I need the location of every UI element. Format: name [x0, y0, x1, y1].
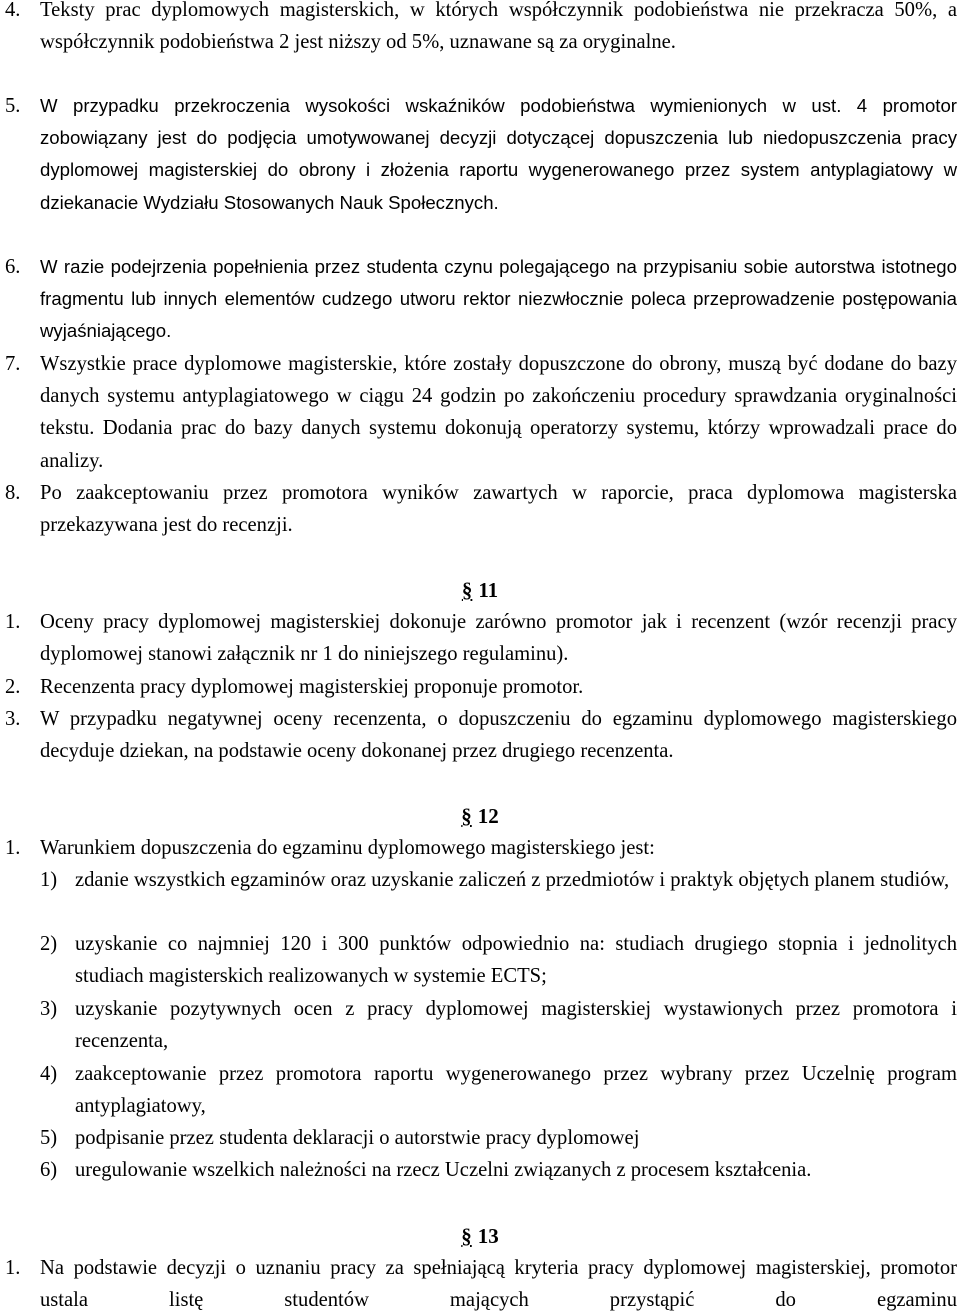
section-heading-12 [0, 800, 960, 832]
sub-item-number: 2) [40, 933, 58, 955]
item-number: 4. [5, 0, 21, 21]
list-item [5, 832, 957, 864]
sub-item-text: uregulowanie wszelkich należności na rzecz Uczelni związanych z procesem kształcenia. [75, 1159, 812, 1181]
item-number: 7. [5, 353, 21, 375]
section-sign: § [461, 1224, 472, 1248]
item-number: 2. [5, 676, 21, 698]
item-text: W przypadku negatywnej oceny recenzenta, o dopuszczeniu do egzaminu dyplomowego magisterskiego decyduje dziekan, na podstawie oceny dokonanej przez drugiego recenzenta. [40, 708, 957, 763]
item-text: Recenzenta pracy dyplomowej magisterskiej proponuje promotor. [40, 676, 584, 698]
list-item [5, 0, 957, 58]
sub-item-text: zaakceptowanie przez promotora raportu wygenerowanego przez wybrany przez Uczelnię program antyplagiatowy, [75, 1063, 957, 1118]
sub-item-text: uzyskanie pozytywnych ocen z pracy dyplomowej magisterskiej wystawionych przez promotora i recenzenta, [75, 998, 957, 1053]
item-number: 3. [5, 708, 21, 730]
sub-list-item [40, 864, 957, 896]
item-text: Teksty prac dyplomowych magisterskich, w których współczynnik podobieństwa nie przekracza 50%, a współczynnik podobieństwa 2 jest niższy od 5%, uznawane są za oryginalne. [40, 0, 957, 54]
item-text: Oceny pracy dyplomowej magisterskiej dokonuje zarówno promotor jak i recenzent (wzór recenzji pracy dyplomowej stanowi załącznik nr 1 do niniejszego regulaminu). [40, 611, 957, 666]
list-item [5, 90, 957, 219]
sub-item-number: 6) [40, 1159, 58, 1181]
section-sign: § [461, 578, 473, 602]
sub-list-item [40, 993, 957, 1057]
sub-item-number: 3) [40, 998, 58, 1020]
item-number: 6. [5, 256, 21, 278]
item-number: 1. [5, 1257, 21, 1279]
item-text: Po zaakceptowaniu przez promotora wyników zawartych w raporcie, praca dyplomowa magisterska przekazywana jest do recenzji. [40, 482, 957, 537]
section-heading-13 [0, 1220, 960, 1252]
sub-list-item [40, 1154, 957, 1186]
section-heading-11 [0, 574, 960, 606]
list-item [5, 251, 957, 348]
list-item [5, 348, 957, 477]
item-number: 5. [5, 95, 21, 117]
item-number: 1. [5, 611, 21, 633]
section-number: 13 [477, 1224, 499, 1248]
item-text: W przypadku przekroczenia wysokości wskaźników podobieństwa wymienionych w ust. 4 promotor zobowiązany jest do podjęcia umotywowanej decyzji dotyczącej dopuszczenia lub niedopuszczenia pracy dyplomowej magisterskiej do obrony i złożenia raportu wygenerowanego przez system antyplagiatowy w dziekanacie Wydziału Stosowanych Nauk Społecznych. [40, 95, 957, 213]
sub-item-number: 1) [40, 869, 58, 891]
sub-item-text: uzyskanie co najmniej 120 i 300 punktów odpowiednio na: studiach drugiego stopnia i jednolitych studiach magisterskich realizowanych w systemie ECTS; [75, 933, 957, 988]
item-text: W razie podejrzenia popełnienia przez studenta czynu polegającego na przypisaniu sobie autorstwa istotnego fragmentu lub innych elementów cudzego utworu rektor niezwłocznie poleca przeprowadzenie postępowania wyjaśniającego. [40, 256, 957, 342]
list-item [5, 671, 957, 703]
sub-list-item [40, 928, 957, 992]
item-text: Na podstawie decyzji o uznaniu pracy za spełniającą kryteria pracy dyplomowej magisterskiej, promotor ustala listę studentów mających przystąpić do egzaminu [40, 1257, 957, 1312]
item-number: 1. [5, 837, 21, 859]
sub-item-number: 5) [40, 1127, 58, 1149]
list-item [5, 703, 957, 767]
item-text: Wszystkie prace dyplomowe magisterskie, które zostały dopuszczone do obrony, muszą być dodane do bazy danych systemu antyplagiatowego w ciągu 24 godzin po zakończeniu procedury sprawdzania oryginalności tekstu. Dodania prac do bazy danych systemu dokonują operatorzy systemu, którzy wprowadzali prace do analizy. [40, 353, 957, 472]
item-text: Warunkiem dopuszczenia do egzaminu dyplomowego magisterskiego jest: [40, 837, 655, 859]
sub-list-item [40, 1122, 957, 1154]
sub-item-number: 4) [40, 1063, 58, 1085]
list-item [5, 477, 957, 541]
sub-item-text: podpisanie przez studenta deklaracji o autorstwie pracy dyplomowej [75, 1127, 640, 1149]
sub-list-item [40, 1058, 957, 1122]
list-item [5, 606, 957, 670]
section-sign: § [461, 804, 472, 828]
section-number: 11 [478, 578, 499, 602]
item-number: 8. [5, 482, 21, 504]
section-number: 12 [477, 804, 499, 828]
list-item [5, 1252, 957, 1316]
sub-item-text: zdanie wszystkich egzaminów oraz uzyskanie zaliczeń z przedmiotów i praktyk objętych planem studiów, [75, 869, 950, 891]
